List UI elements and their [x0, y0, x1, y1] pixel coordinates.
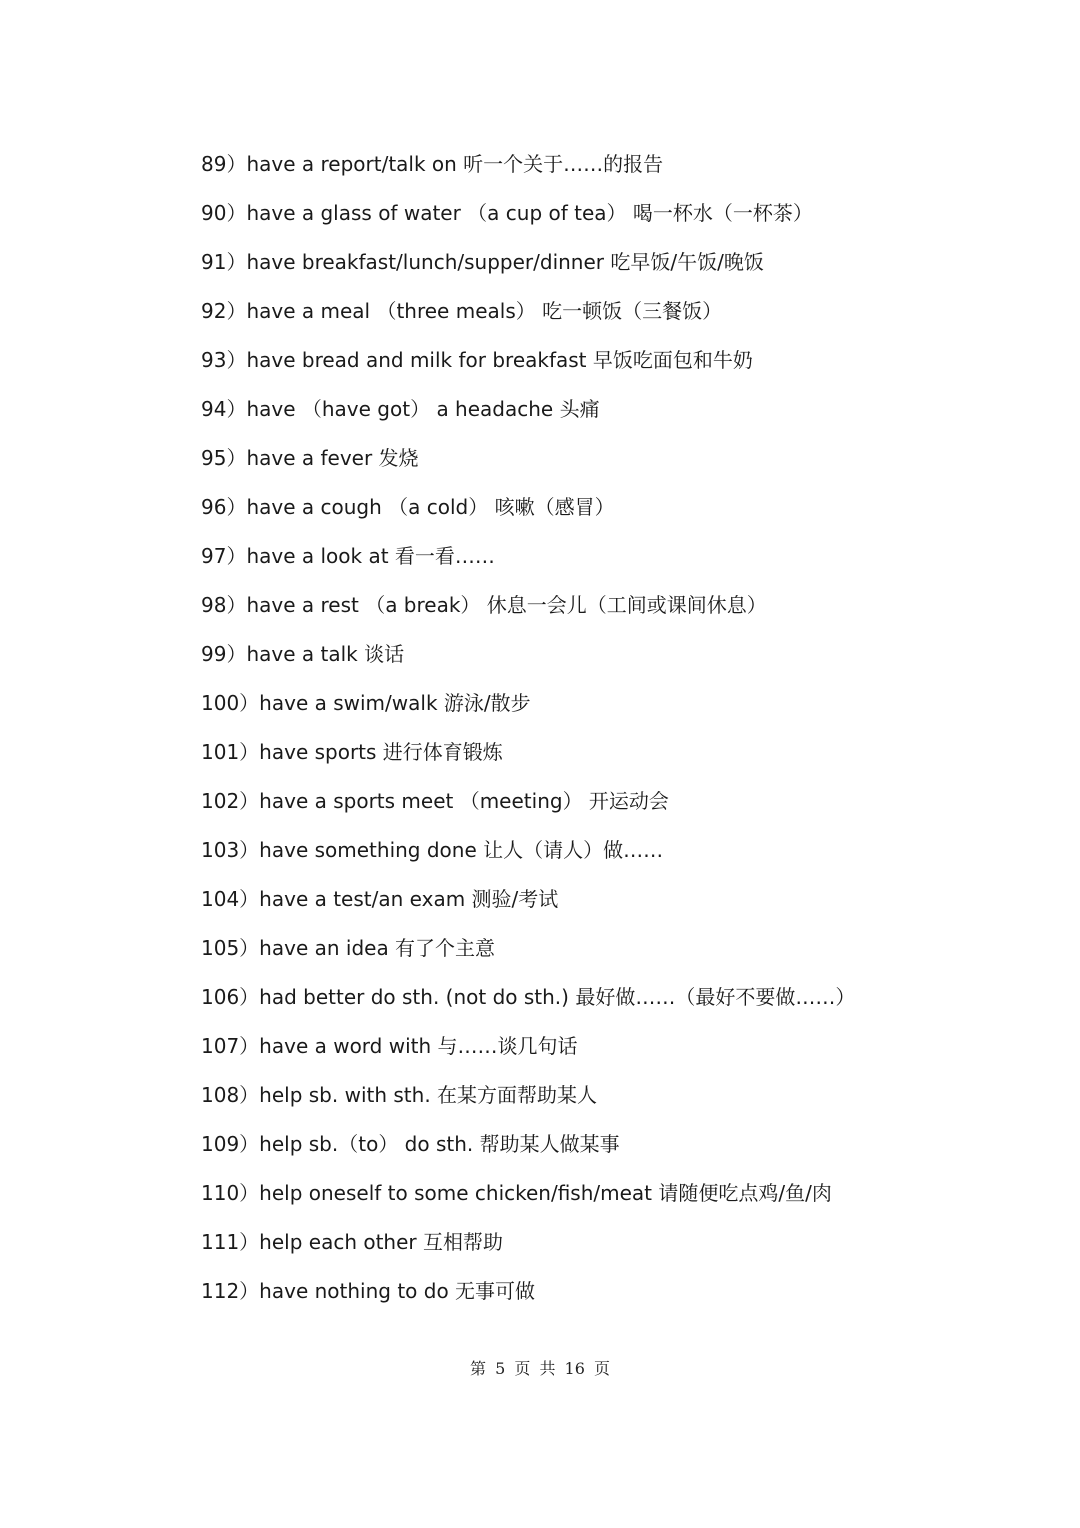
list-item: 99）have a talk 谈话 [201, 642, 405, 666]
list-item: 104）have a test/an exam 测验/考试 [201, 887, 559, 911]
list-item: 90）have a glass of water （a cup of tea） 喝一杯水（一杯茶） [201, 201, 813, 225]
list-item: 94）have （have got） a headache 头痛 [201, 397, 600, 421]
list-item: 102）have a sports meet （meeting） 开运动会 [201, 789, 669, 813]
list-item: 109）help sb.（to） do sth. 帮助某人做某事 [201, 1132, 620, 1156]
list-item: 89）have a report/talk on 听一个关于……的报告 [201, 152, 664, 176]
list-item: 105）have an idea 有了个主意 [201, 936, 496, 960]
list-item: 95）have a fever 发烧 [201, 446, 419, 470]
phrase-list [201, 143, 855, 1319]
list-item: 98）have a rest （a break） 休息一会儿（工间或课间休息） [201, 593, 767, 617]
list-item: 108）help sb. with sth. 在某方面帮助某人 [201, 1083, 598, 1107]
list-item: 101）have sports 进行体育锻炼 [201, 740, 503, 764]
list-item: 103）have something done 让人（请人）做…… [201, 838, 664, 862]
list-item: 96）have a cough （a cold） 咳嗽（感冒） [201, 495, 615, 519]
list-item: 92）have a meal （three meals） 吃一顿饭（三餐饭） [201, 299, 723, 323]
page-number-footer: 第 5 页 共 16 页 [470, 1359, 610, 1378]
list-item: 111）help each other 互相帮助 [201, 1230, 503, 1254]
list-item: 110）help oneself to some chicken/fish/meat 请随便吃点鸡/鱼/肉 [201, 1181, 832, 1205]
list-item: 91）have breakfast/lunch/supper/dinner 吃早饭/午饭/晚饭 [201, 250, 764, 274]
list-item: 100）have a swim/walk 游泳/散步 [201, 691, 531, 715]
list-item: 112）have nothing to do 无事可做 [201, 1279, 536, 1303]
list-item: 107）have a word with 与……谈几句话 [201, 1034, 578, 1058]
list-item: 106）had better do sth. (not do sth.) 最好做……（最好不要做……） [201, 985, 856, 1009]
list-item: 97）have a look at 看一看…… [201, 544, 495, 568]
list-item: 93）have bread and milk for breakfast 早饭吃面包和牛奶 [201, 348, 753, 372]
